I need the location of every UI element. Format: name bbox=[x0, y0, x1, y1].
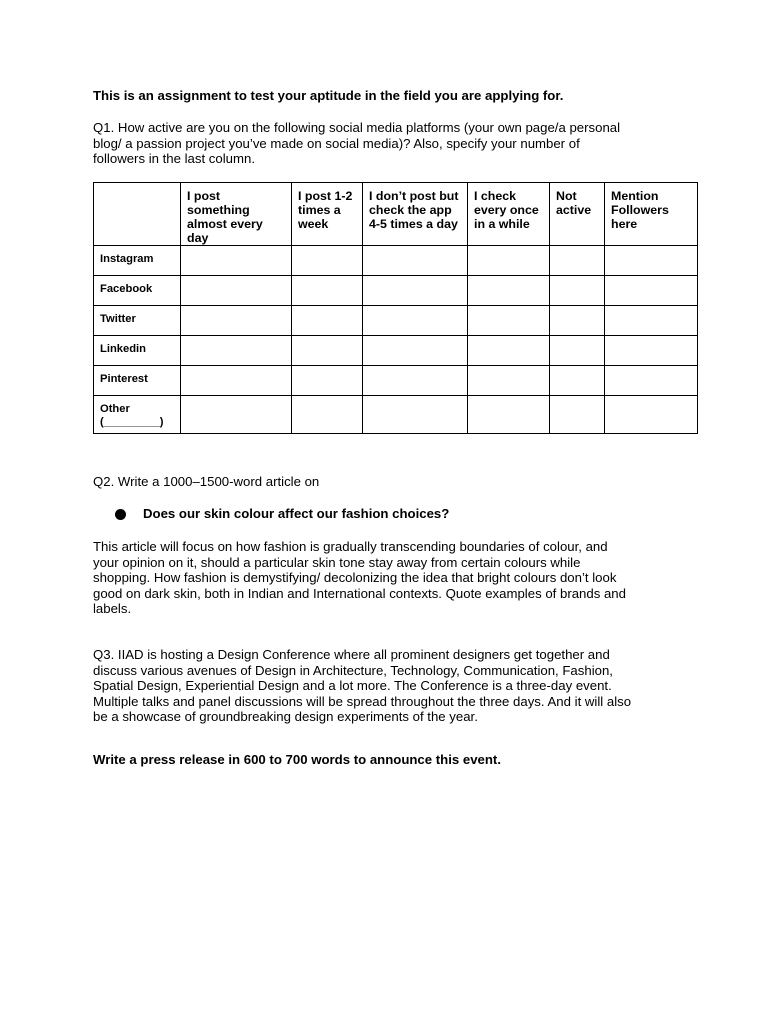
q3-line: discuss various avenues of Design in Architecture, Technology, Communication, Fashion, bbox=[93, 662, 613, 678]
q2-line: This article will focus on how fashion is gradually transcending boundaries of colour, and bbox=[93, 539, 608, 554]
bullet-dot-icon bbox=[115, 509, 126, 520]
platform-pinterest: Pinterest bbox=[94, 366, 181, 396]
q2-line: your opinion on it, should a particular skin tone stay away from certain colours while bbox=[93, 554, 581, 570]
answer-cell[interactable] bbox=[292, 306, 363, 336]
answer-cell[interactable] bbox=[363, 336, 468, 366]
answer-cell[interactable] bbox=[468, 306, 550, 336]
header-followers: Mention Followers here bbox=[605, 183, 698, 246]
answer-cell[interactable] bbox=[363, 246, 468, 276]
table-row bbox=[94, 246, 698, 276]
header-post-daily: I post something almost every day bbox=[181, 183, 292, 246]
social-media-table bbox=[93, 182, 698, 434]
followers-cell[interactable] bbox=[605, 336, 698, 366]
q3-task: Write a press release in 600 to 700 words to announce this event. bbox=[93, 752, 501, 768]
answer-cell[interactable] bbox=[292, 276, 363, 306]
platform-other-blank: (_________) bbox=[100, 416, 164, 428]
platform-other bbox=[94, 396, 181, 434]
answer-cell[interactable] bbox=[292, 246, 363, 276]
answer-cell[interactable] bbox=[468, 276, 550, 306]
q3-line: Multiple talks and panel discussions will be spread throughout the three days. And it will also bbox=[93, 693, 632, 709]
q3-line: Q3. IIAD is hosting a Design Conference where all prominent designers get together and bbox=[93, 647, 610, 662]
header-check-occasionally: I check every once in a while bbox=[468, 183, 550, 246]
answer-cell[interactable] bbox=[292, 396, 363, 434]
q2-bullet bbox=[115, 506, 449, 522]
q3-question bbox=[93, 647, 693, 725]
q1-question bbox=[93, 120, 697, 167]
header-post-weekly: I post 1-2 times a week bbox=[292, 183, 363, 246]
answer-cell[interactable] bbox=[363, 276, 468, 306]
followers-cell[interactable] bbox=[605, 276, 698, 306]
followers-cell[interactable] bbox=[605, 246, 698, 276]
answer-cell[interactable] bbox=[181, 246, 292, 276]
table-row bbox=[94, 336, 698, 366]
q3-line: be a showcase of groundbreaking design experiments of the year. bbox=[93, 709, 478, 725]
q1-line: followers in the last column. bbox=[93, 151, 255, 167]
assignment-document bbox=[93, 88, 697, 768]
q2-line: labels. bbox=[93, 601, 132, 617]
answer-cell[interactable] bbox=[550, 306, 605, 336]
q2-bullet-text: Does our skin colour affect our fashion choices? bbox=[143, 506, 450, 521]
answer-cell[interactable] bbox=[550, 366, 605, 396]
answer-cell[interactable] bbox=[468, 396, 550, 434]
answer-cell[interactable] bbox=[292, 336, 363, 366]
table-row bbox=[94, 306, 698, 336]
answer-cell[interactable] bbox=[468, 336, 550, 366]
answer-cell[interactable] bbox=[181, 306, 292, 336]
header-check-app: I don’t post but check the app 4-5 times a day bbox=[363, 183, 468, 246]
answer-cell[interactable] bbox=[550, 396, 605, 434]
answer-cell[interactable] bbox=[181, 396, 292, 434]
answer-cell[interactable] bbox=[292, 366, 363, 396]
q1-line: Q1. How active are you on the following social media platforms (your own page/a personal bbox=[93, 120, 621, 135]
answer-cell[interactable] bbox=[363, 366, 468, 396]
q2-title: Q2. Write a 1000–1500-word article on bbox=[93, 474, 320, 489]
header-blank-cell bbox=[94, 183, 181, 246]
answer-cell[interactable] bbox=[363, 396, 468, 434]
header-not-active: Not active bbox=[550, 183, 605, 246]
table-header-row bbox=[94, 183, 698, 246]
platform-facebook: Facebook bbox=[94, 276, 181, 306]
table-row bbox=[94, 366, 698, 396]
answer-cell[interactable] bbox=[468, 246, 550, 276]
answer-cell[interactable] bbox=[550, 276, 605, 306]
answer-cell[interactable] bbox=[363, 306, 468, 336]
platform-other-label: Other bbox=[100, 403, 130, 415]
answer-cell[interactable] bbox=[550, 246, 605, 276]
intro-text: This is an assignment to test your aptitude in the field you are applying for. bbox=[93, 88, 564, 103]
answer-cell[interactable] bbox=[181, 336, 292, 366]
table-row bbox=[94, 396, 698, 434]
platform-twitter: Twitter bbox=[94, 306, 181, 336]
q3-line: Spatial Design, Experiential Design and a lot more. The Conference is a three-day event. bbox=[93, 678, 612, 694]
table-row bbox=[94, 276, 698, 306]
q2-description bbox=[93, 539, 683, 617]
q2-line: good on dark skin, both in Indian and International contexts. Quote examples of brands and bbox=[93, 585, 626, 601]
q1-line: blog/ a passion project you’ve made on social media)? Also, specify your number of bbox=[93, 135, 580, 151]
answer-cell[interactable] bbox=[550, 336, 605, 366]
q2-line: shopping. How fashion is demystifying/ decolonizing the idea that bright colours don’t look bbox=[93, 570, 617, 586]
platform-linkedin: Linkedin bbox=[94, 336, 181, 366]
followers-cell[interactable] bbox=[605, 306, 698, 336]
answer-cell[interactable] bbox=[181, 276, 292, 306]
platform-instagram: Instagram bbox=[94, 246, 181, 276]
followers-cell[interactable] bbox=[605, 396, 698, 434]
followers-cell[interactable] bbox=[605, 366, 698, 396]
answer-cell[interactable] bbox=[181, 366, 292, 396]
answer-cell[interactable] bbox=[468, 366, 550, 396]
